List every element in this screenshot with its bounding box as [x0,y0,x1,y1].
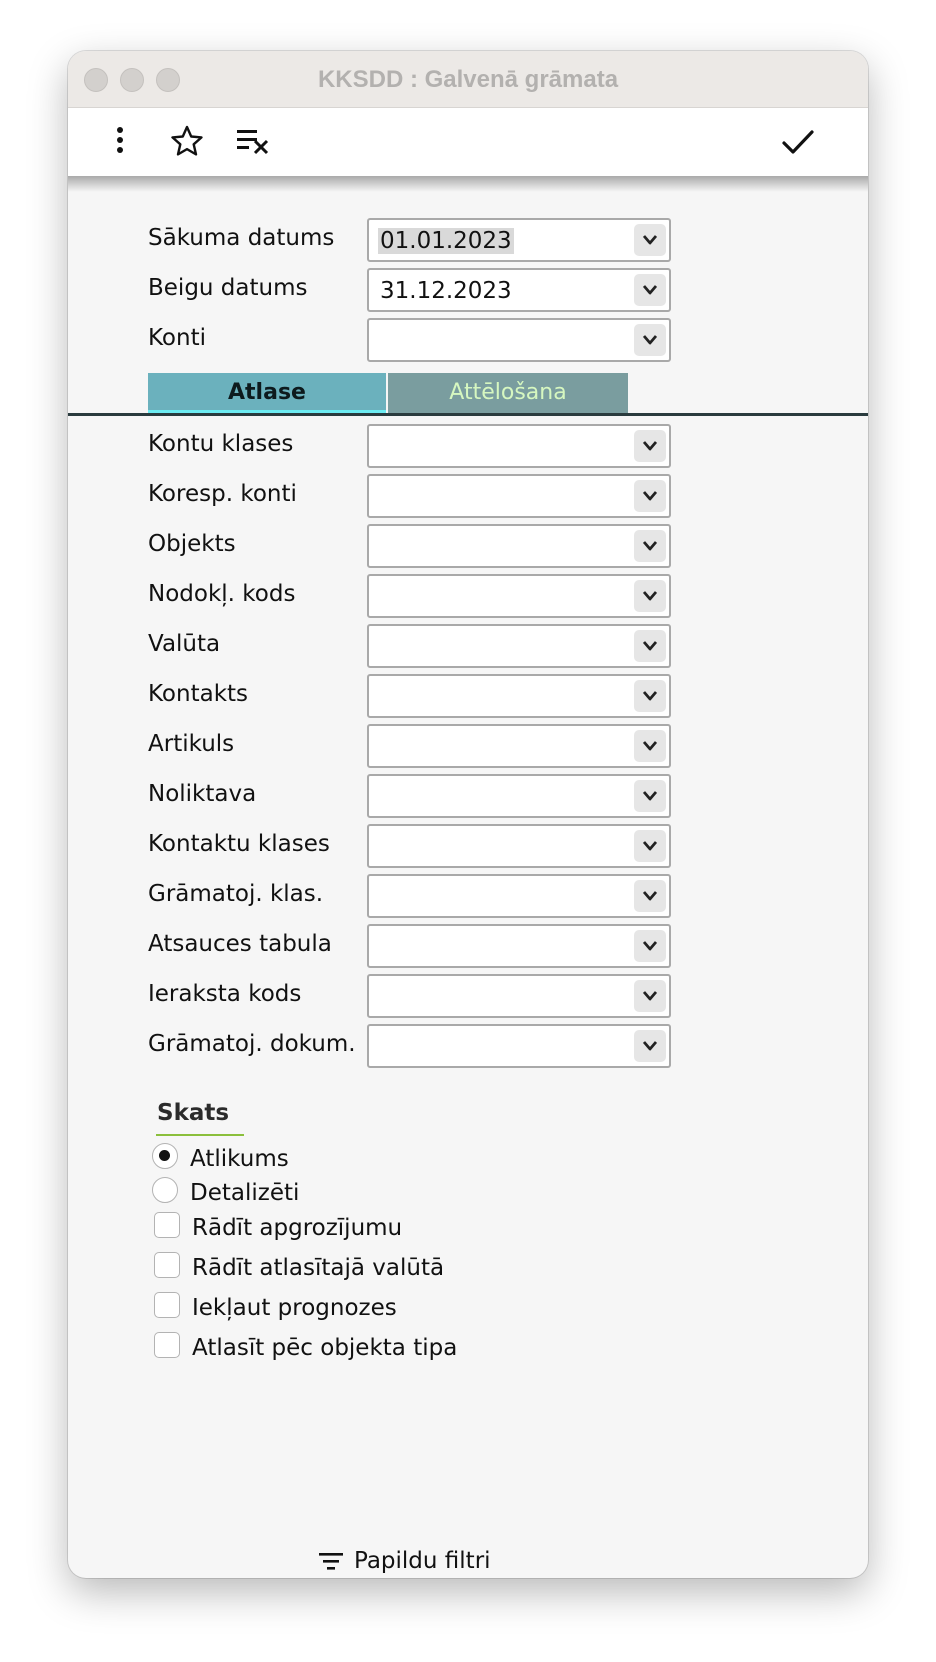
filter-field-gramatoj-klas[interactable] [367,874,671,918]
checkbox-radit-apgrozijumu[interactable] [154,1212,180,1238]
filter-dropdown-button[interactable] [634,430,666,462]
star-icon[interactable] [170,124,204,163]
filter-label: Ieraksta kods [148,981,302,1007]
filter-field-valuta[interactable] [367,624,671,668]
end-date-label: Beigu datums [148,275,308,301]
accounts-field[interactable] [367,318,671,362]
filter-dropdown-button[interactable] [634,580,666,612]
chevron-down-icon [642,1040,658,1052]
filter-dropdown-button[interactable] [634,980,666,1012]
accounts-label: Konti [148,325,206,351]
start-date-dropdown-button[interactable] [634,224,666,256]
toolbar [68,108,868,176]
filter-field-atsauces-tabula[interactable] [367,924,671,968]
checkbox-atlasit-objekta-tipa[interactable] [154,1332,180,1358]
filter-dropdown-button[interactable] [634,730,666,762]
filter-label: Atsauces tabula [148,931,332,957]
radio-selected-dot [159,1150,170,1161]
tab-atlase[interactable]: Atlase [148,373,386,413]
start-date-value[interactable]: 01.01.2023 [380,228,512,254]
filter-field-ieraksta-kods[interactable] [367,974,671,1018]
main-window [68,51,868,1578]
chevron-down-icon [642,690,658,702]
filter-dropdown-button[interactable] [634,1030,666,1062]
filter-label: Valūta [148,631,221,657]
chevron-down-icon [642,540,658,552]
tab-attelosana[interactable]: Attēlošana [388,373,628,413]
toolbar-divider [68,176,868,192]
accounts-dropdown-button[interactable] [634,324,666,356]
chevron-down-icon [642,440,658,452]
start-date-label: Sākuma datums [148,225,335,251]
checkbox-radit-valuta[interactable] [154,1252,180,1278]
filter-dropdown-button[interactable] [634,630,666,662]
chevron-down-icon [642,284,658,296]
title-bar[interactable] [68,51,868,108]
filter-field-kontu-klases[interactable] [367,424,671,468]
radio-label[interactable]: Atlikums [190,1146,289,1172]
filter-dropdown-button[interactable] [634,480,666,512]
end-date-dropdown-button[interactable] [634,274,666,306]
filter-field-gramatoj-dokum[interactable] [367,1024,671,1068]
additional-filters-button[interactable] [318,1546,491,1576]
filter-label: Kontu klases [148,431,294,457]
filter-icon [318,1550,344,1572]
filter-label: Kontaktu klases [148,831,330,857]
filter-label: Grāmatoj. klas. [148,881,324,907]
chevron-down-icon [642,740,658,752]
chevron-down-icon [642,790,658,802]
filter-field-noliktava[interactable] [367,774,671,818]
radio-detalizeti[interactable] [152,1177,178,1203]
checkmark-icon[interactable] [781,128,815,161]
radio-atlikums[interactable] [152,1143,178,1169]
filter-dropdown-button[interactable] [634,830,666,862]
filter-dropdown-button[interactable] [634,530,666,562]
chevron-down-icon [642,990,658,1002]
filter-field-kontakts[interactable] [367,674,671,718]
start-date-field[interactable] [367,218,671,262]
filter-label: Grāmatoj. dokum. [148,1031,356,1057]
filter-field-koresp-konti[interactable] [367,474,671,518]
chevron-down-icon [642,590,658,602]
filter-dropdown-button[interactable] [634,680,666,712]
chevron-down-icon [642,890,658,902]
filter-label: Kontakts [148,681,249,707]
radio-label[interactable]: Detalizēti [190,1180,300,1206]
end-date-value[interactable]: 31.12.2023 [380,278,512,304]
checkbox-label[interactable]: Atlasīt pēc objekta tipa [192,1335,458,1361]
window-title: KKSDD : Galvenā grāmata [317,66,619,93]
checkbox-label[interactable]: Rādīt atlasītajā valūtā [192,1255,445,1281]
filter-field-kontaktu-klases[interactable] [367,824,671,868]
section-underline [156,1134,244,1136]
filter-label: Objekts [148,531,236,557]
chevron-down-icon [642,840,658,852]
filter-dropdown-button[interactable] [634,780,666,812]
chevron-down-icon [642,490,658,502]
filter-label: Koresp. konti [148,481,297,507]
filter-dropdown-button[interactable] [634,930,666,962]
view-section-title: Skats [157,1100,230,1126]
chevron-down-icon [642,334,658,346]
clear-filter-icon[interactable] [236,126,270,161]
filter-dropdown-button[interactable] [634,880,666,912]
filter-field-artikuls[interactable] [367,724,671,768]
more-vertical-icon[interactable] [112,125,128,160]
checkbox-iekļaut-prognozes[interactable] [154,1292,180,1318]
chevron-down-icon [642,940,658,952]
end-date-field[interactable] [367,268,671,312]
checkbox-label[interactable]: Iekļaut prognozes [192,1295,397,1321]
filter-field-nodokl-kods[interactable] [367,574,671,618]
filter-label: Noliktava [148,781,257,807]
chevron-down-icon [642,234,658,246]
tab-divider [68,413,868,416]
checkbox-label[interactable]: Rādīt apgrozījumu [192,1215,403,1241]
additional-filters-label: Papildu filtri [354,1548,491,1574]
filter-label: Artikuls [148,731,235,757]
chevron-down-icon [642,640,658,652]
filter-field-objekts[interactable] [367,524,671,568]
filter-label: Nodokļ. kods [148,581,296,607]
